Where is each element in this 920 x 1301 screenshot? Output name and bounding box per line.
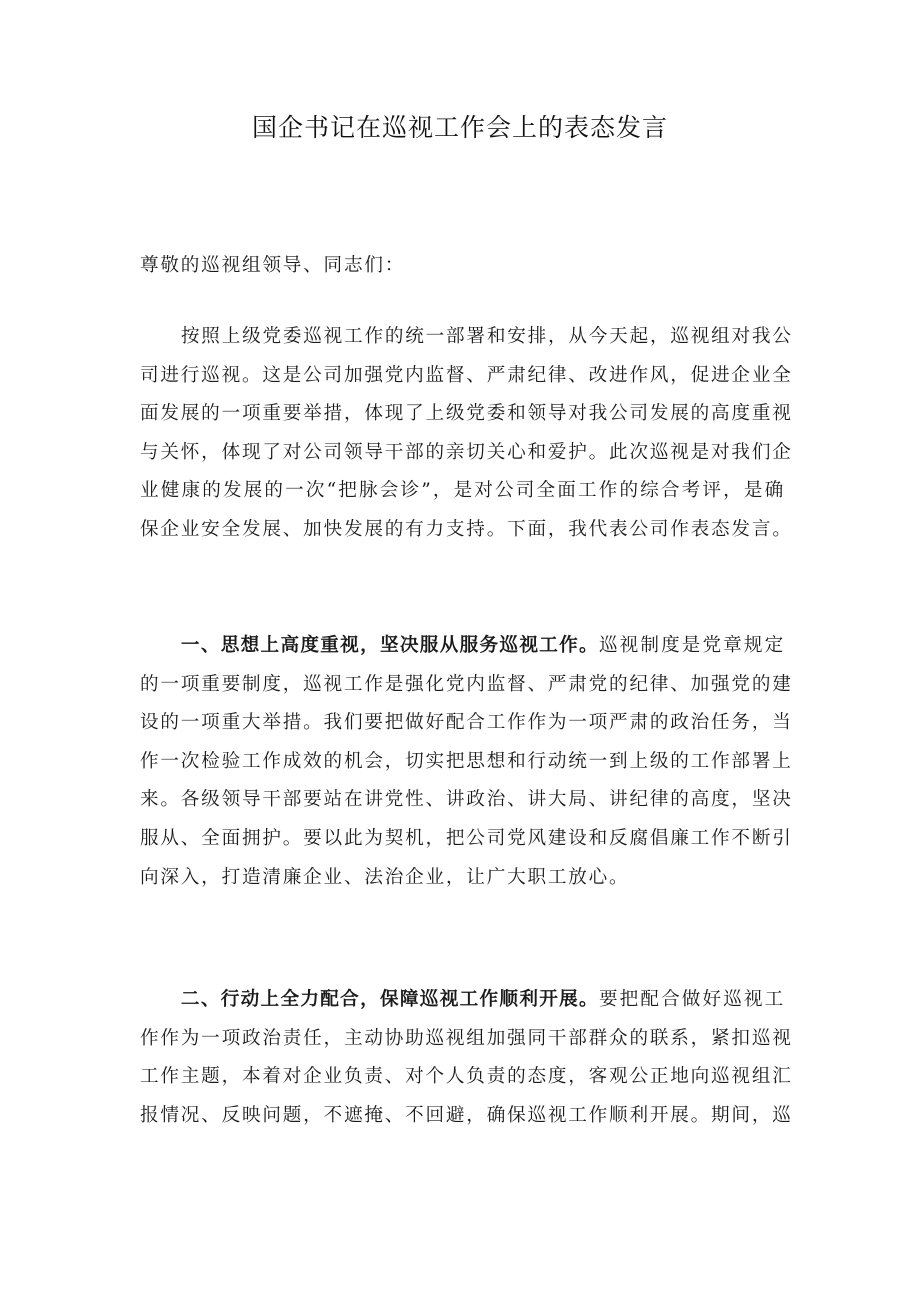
- paragraph-line: 面发展的一项重要举措，体现了上级党委和领导对我公司发展的高度重视: [140, 403, 793, 425]
- paragraph-line: 设的一项重大举措。我们要把做好配合工作作为一项严肃的政治任务，当: [140, 712, 793, 734]
- salutation: 尊敬的巡视组领导、同志们：: [140, 255, 406, 276]
- paragraph-line: 作一次检验工作成效的机会，切实把思想和行动统一到上级的工作部署上: [140, 750, 793, 772]
- paragraph-line: [140, 981, 785, 1020]
- paragraph-line: [140, 627, 785, 666]
- section-heading: 一、思想上高度重视，坚决服从服务巡视工作。: [180, 635, 599, 656]
- paragraph-line: 报情况、反映问题，不遮掩、不回避，确保巡视工作顺利开展。期间，巡: [140, 1104, 793, 1126]
- paragraph-line: 的一项重要制度，巡视工作是强化党内监督、严肃党的纪律、加强党的建: [140, 673, 793, 695]
- paragraph-line: 与关怀，体现了对公司领导干部的亲切关心和爱护。此次巡视是对我们企: [140, 441, 793, 463]
- paragraph-line: 业健康的发展的一次“把脉会诊”，是对公司全面工作的综合考评，是确: [140, 480, 785, 502]
- paragraph-line: 司进行巡视。这是公司加强党内监督、严肃纪律、改进作风，促进企业全: [140, 364, 793, 386]
- paragraph-line: 来。各级领导干部要站在讲党性、讲政治、讲大局、讲纪律的高度，坚决: [140, 789, 793, 811]
- paragraph-section-two: [140, 981, 793, 1135]
- document-title: 国企书记在巡视工作会上的表态发言: [251, 113, 668, 142]
- paragraph-text: 要把配合做好巡视工: [598, 989, 785, 1010]
- paragraph-line: 工作主题，本着对企业负责、对个人负责的态度，客观公正地向巡视组汇: [140, 1066, 793, 1088]
- paragraph-line: 保企业安全发展、加快发展的有力支持。下面，我代表公司作表态发言。: [140, 518, 793, 540]
- paragraph-line: 按照上级党委巡视工作的统一部署和安排，从今天起，巡视组对我公: [180, 326, 793, 347]
- paragraph-intro: [140, 318, 793, 550]
- paragraph-line: 作作为一项政治责任，主动协助巡视组加强同干部群众的联系，紧扣巡视: [140, 1027, 793, 1049]
- paragraph-section-one: [140, 627, 793, 897]
- paragraph-line: 向深入，打造清廉企业、法治企业，让广大职工放心。: [140, 866, 630, 888]
- paragraph-text: 巡视制度是党章规定: [598, 635, 785, 656]
- paragraph-line: 服从、全面拥护。要以此为契机，把公司党风建设和反腐倡廉工作不断引: [140, 827, 793, 849]
- section-heading: 二、行动上全力配合，保障巡视工作顺利开展。: [180, 989, 599, 1010]
